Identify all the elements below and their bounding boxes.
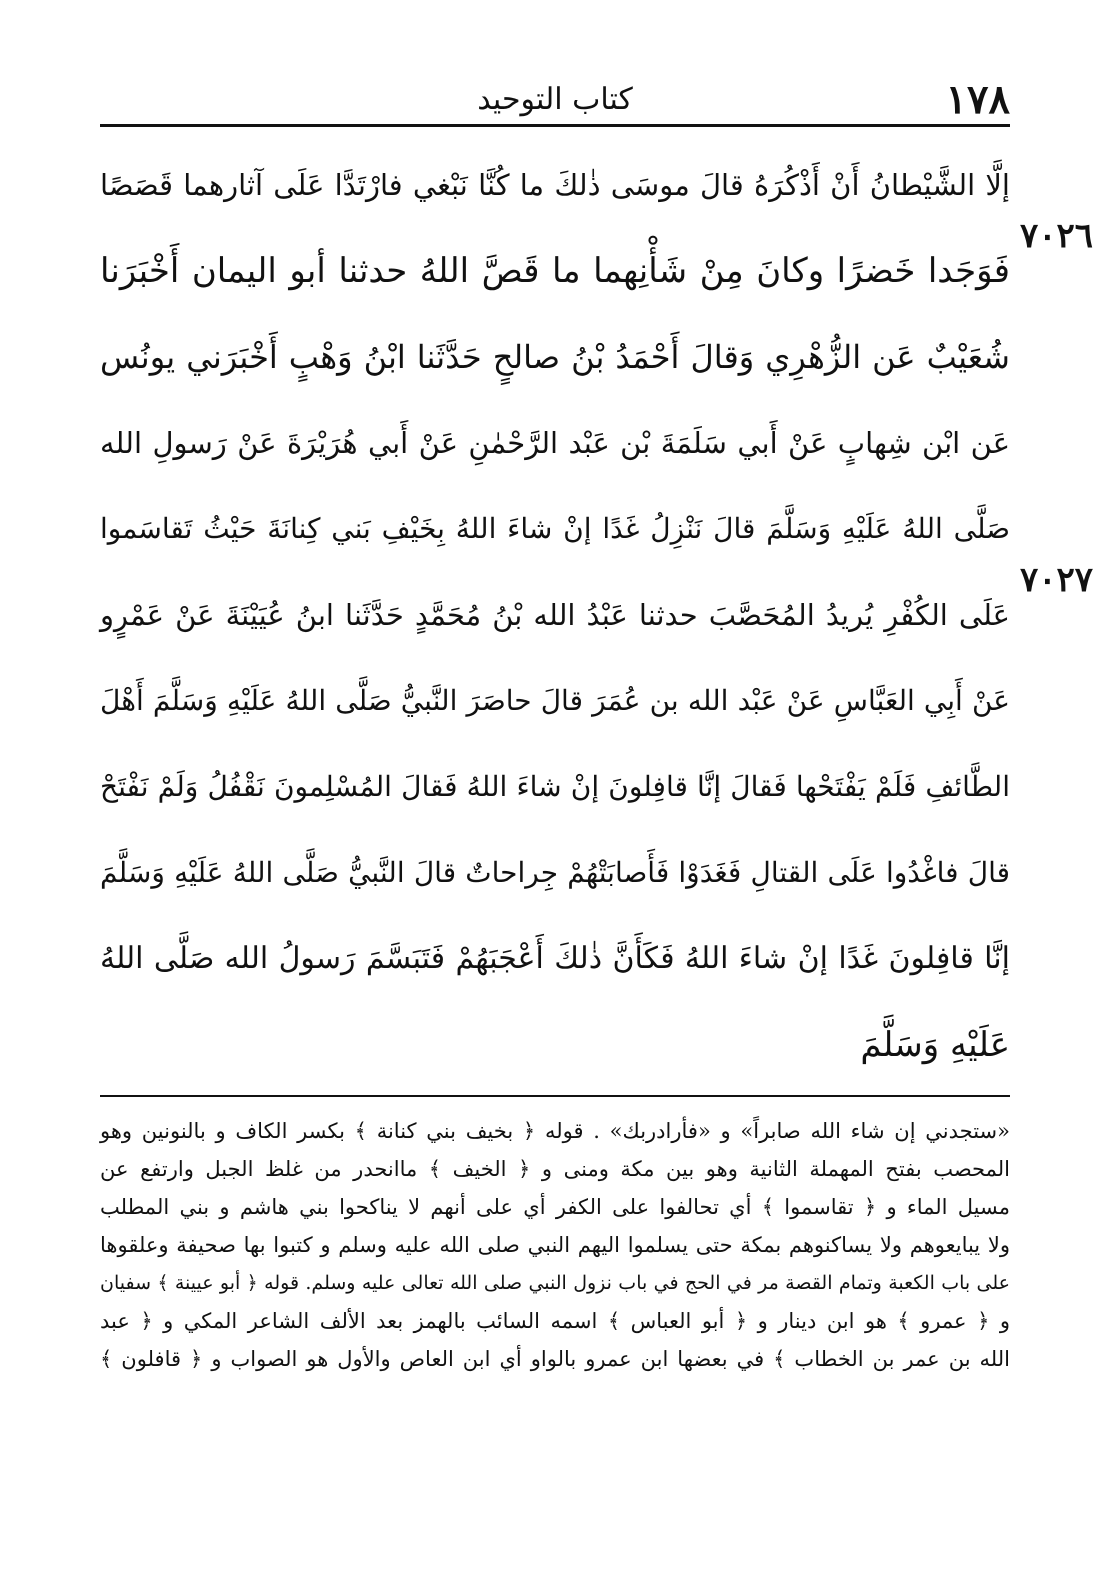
hadith-number: ٧٠٢٧	[1020, 560, 1094, 600]
page-number: ١٧٨	[945, 76, 1010, 123]
text-line: فَوَجَدا خَضرًا وكانَ مِنْ شَأْنِهما ما قَصَّ اللهُ حدثنا أبو اليمان أَخْبَرَنا	[100, 251, 1010, 291]
text-line: عَنْ أَبِي العَبَّاسِ عَنْ عَبْد الله بن عُمَرَ قالَ حاصَرَ النَّبيُّ صَلَّى اللهُ عَلَيْهِ وَسَلَّمَ أَهْلَ	[100, 684, 1010, 717]
footnote-line: و ﴿ عمرو ﴾ هو ابن دينار و ﴿ أبو العباس ﴾ اسمه السائب بالهمز بعد الألف الشاعر المكي و ﴿ عبد	[100, 1309, 1010, 1333]
footnote-line: المحصب بفتح المهملة الثانية وهو بين مكة ومنى و ﴿ الخيف ﴾ ماانحدر من غلظ الجبل وارتفع عن	[100, 1157, 1010, 1181]
text-line: إنَّا قافِلونَ غَدًا إنْ شاءَ اللهُ فَكَأَنَّ ذٰلكَ أَعْجَبَهُمْ فَتَبَسَّمَ رَسولُ الله صَلَّى اللهُ	[100, 941, 1010, 976]
footnote-line: مسيل الماء و ﴿ تقاسموا ﴾ أي تحالفوا على الكفر أي على أنهم لا يناكحوا بني هاشم و بني المطلب	[100, 1195, 1010, 1219]
running-title: كتاب التوحيد	[477, 82, 633, 117]
text-line: عَلَيْهِ وَسَلَّمَ	[860, 1025, 1010, 1065]
text-line: عَن ابْن شِهابٍ عَنْ أَبي سَلَمَةَ بْن عَبْد الرَّحْمٰنِ عَنْ أَبي هُرَيْرَةَ عَنْ رَسولِ الله	[100, 426, 1010, 460]
text-line: عَلَى الكُفْرِ يُريدُ المُحَصَّبَ حدثنا عَبْدُ الله بْنُ مُحَمَّدٍ حَدَّثَنا ابنُ عُيَيْنَةَ عَنْ عَمْرٍو	[100, 598, 1010, 632]
text-line: الطَّائفِ فَلَمْ يَفْتَحْها فَقالَ إنَّا قافِلونَ إنْ شاءَ اللهُ فَقالَ المُسْلِمونَ نَقْفُلُ وَلَمْ نَفْتَحْ	[100, 770, 1010, 803]
page-header	[100, 70, 1010, 130]
footnote-rule	[100, 1095, 1010, 1097]
footnote-line: على باب الكعبة وتمام القصة مر في الحج في باب نزول النبي صلى الله تعالى عليه وسلم. قوله ﴿ أبو عيينة ﴾ سفيان	[100, 1272, 1010, 1294]
main-text	[100, 142, 1010, 1088]
footnote-line: الله بن عمر بن الخطاب ﴾ في بعضها ابن عمرو بالواو أي ابن العاص والأول هو الصواب و ﴿ قافلون ﴾	[100, 1347, 1010, 1371]
text-line: شُعَيْبٌ عَن الزُّهْرِي وَقالَ أَحْمَدُ بْنُ صالحٍ حَدَّثَنا ابْنُ وَهْبٍ أَخْبَرَني يونُس	[100, 338, 1010, 376]
footnotes	[100, 1112, 1010, 1378]
footnote-line: «ستجدني إن شاء الله صابراً» و «فأرادربك» . قوله ﴿ بخيف بني كنانة ﴾ بكسر الكاف و بالنونين وهو	[100, 1119, 1010, 1143]
text-line: إلَّا الشَّيْطانُ أَنْ أَذْكُرَهُ قالَ موسَى ذٰلكَ ما كُنَّا نَبْغي فارْتَدَّا عَلَى آثارهما قَصَصًا	[100, 168, 1010, 202]
text-line: قالَ فاغْدُوا عَلَى القتالِ فَغَدَوْا فَأَصابَتْهُمْ جِراحاتٌ قالَ النَّبيُّ صَلَّى اللهُ عَلَيْهِ وَسَلَّمَ	[100, 856, 1010, 889]
text-line: صَلَّى اللهُ عَلَيْهِ وَسَلَّمَ قالَ نَنْزِلُ غَدًا إنْ شاءَ اللهُ بِخَيْفِ بَني كِنانَةَ حَيْثُ تَقاسَموا	[100, 512, 1010, 545]
header-rule	[100, 124, 1010, 127]
footnote-line: ولا يبايعوهم ولا يساكنوهم بمكة حتى يسلموا اليهم النبي صلى الله عليه وسلم و كتبوا بها صحيفة وعلقوها	[100, 1233, 1010, 1257]
hadith-number: ٧٠٢٦	[1020, 216, 1094, 256]
